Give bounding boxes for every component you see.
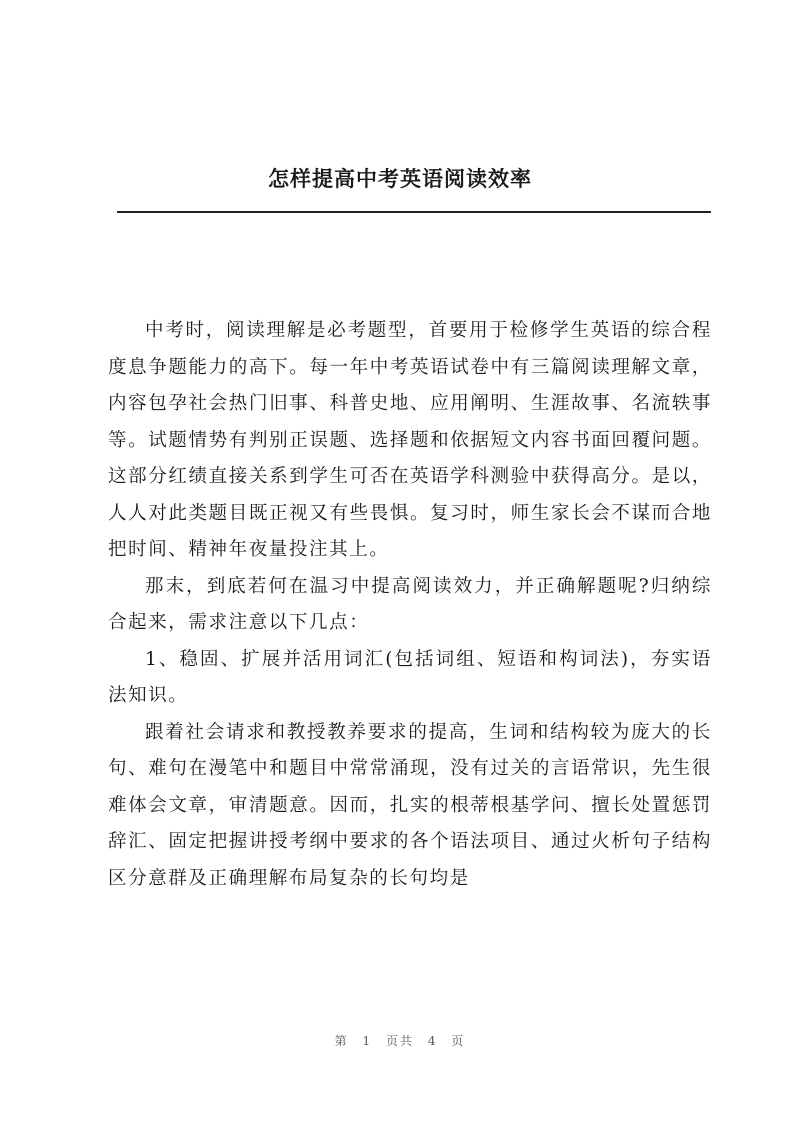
document-body [108, 313, 712, 897]
title-divider [117, 211, 711, 213]
page-title: 怎样提高中考英语阅读效率 [268, 167, 532, 191]
page-label-middle: 页共 [385, 1034, 414, 1048]
paragraph-3: 1、稳固、扩展并活用词汇(包括词组、短语和构词法)，夯实语法知识。 [108, 648, 712, 706]
total-pages-number: 4 [427, 1034, 438, 1048]
page-label-prefix: 第 [334, 1034, 349, 1048]
paragraph-2: 那末，到底若何在温习中提高阅读效力，并正确解题呢?归纳综合起来，需求注意以下几点： [108, 575, 712, 633]
page-footer [0, 1032, 800, 1049]
paragraph-1: 中考时，阅读理解是必考题型，首要用于检修学生英语的综合程度息争题能力的高下。每一年中考英语试卷中有三篇阅读理解文章，内容包孕社会热门旧事、科普史地、应用阐明、生涯故事、名流轶事等。试题情势有判别正误题、选择题和依据短文内容书面回覆问题。这部分红绩直接关系到学生可否在英语学科测验中获得高分。是以，人人对此类题目既正视又有些畏惧。复习时，师生家长会不谋而合地把时间、精神年夜量投注其上。 [108, 320, 712, 560]
page-label-suffix: 页 [451, 1034, 466, 1048]
paragraph-4: 跟着社会请求和教授教养要求的提高，生词和结构较为庞大的长句、难句在漫笔中和题目中常常涌现，没有过关的言语常识，先生很难体会文章，审清题意。因而，扎实的根蒂根基学问、擅长处置惩罚辞汇、固定把握讲授考纲中要求的各个语法项目、通过火析句子结构区分意群及正确理解布局复杂的长句均是 [108, 721, 712, 889]
current-page-number: 1 [362, 1034, 373, 1048]
